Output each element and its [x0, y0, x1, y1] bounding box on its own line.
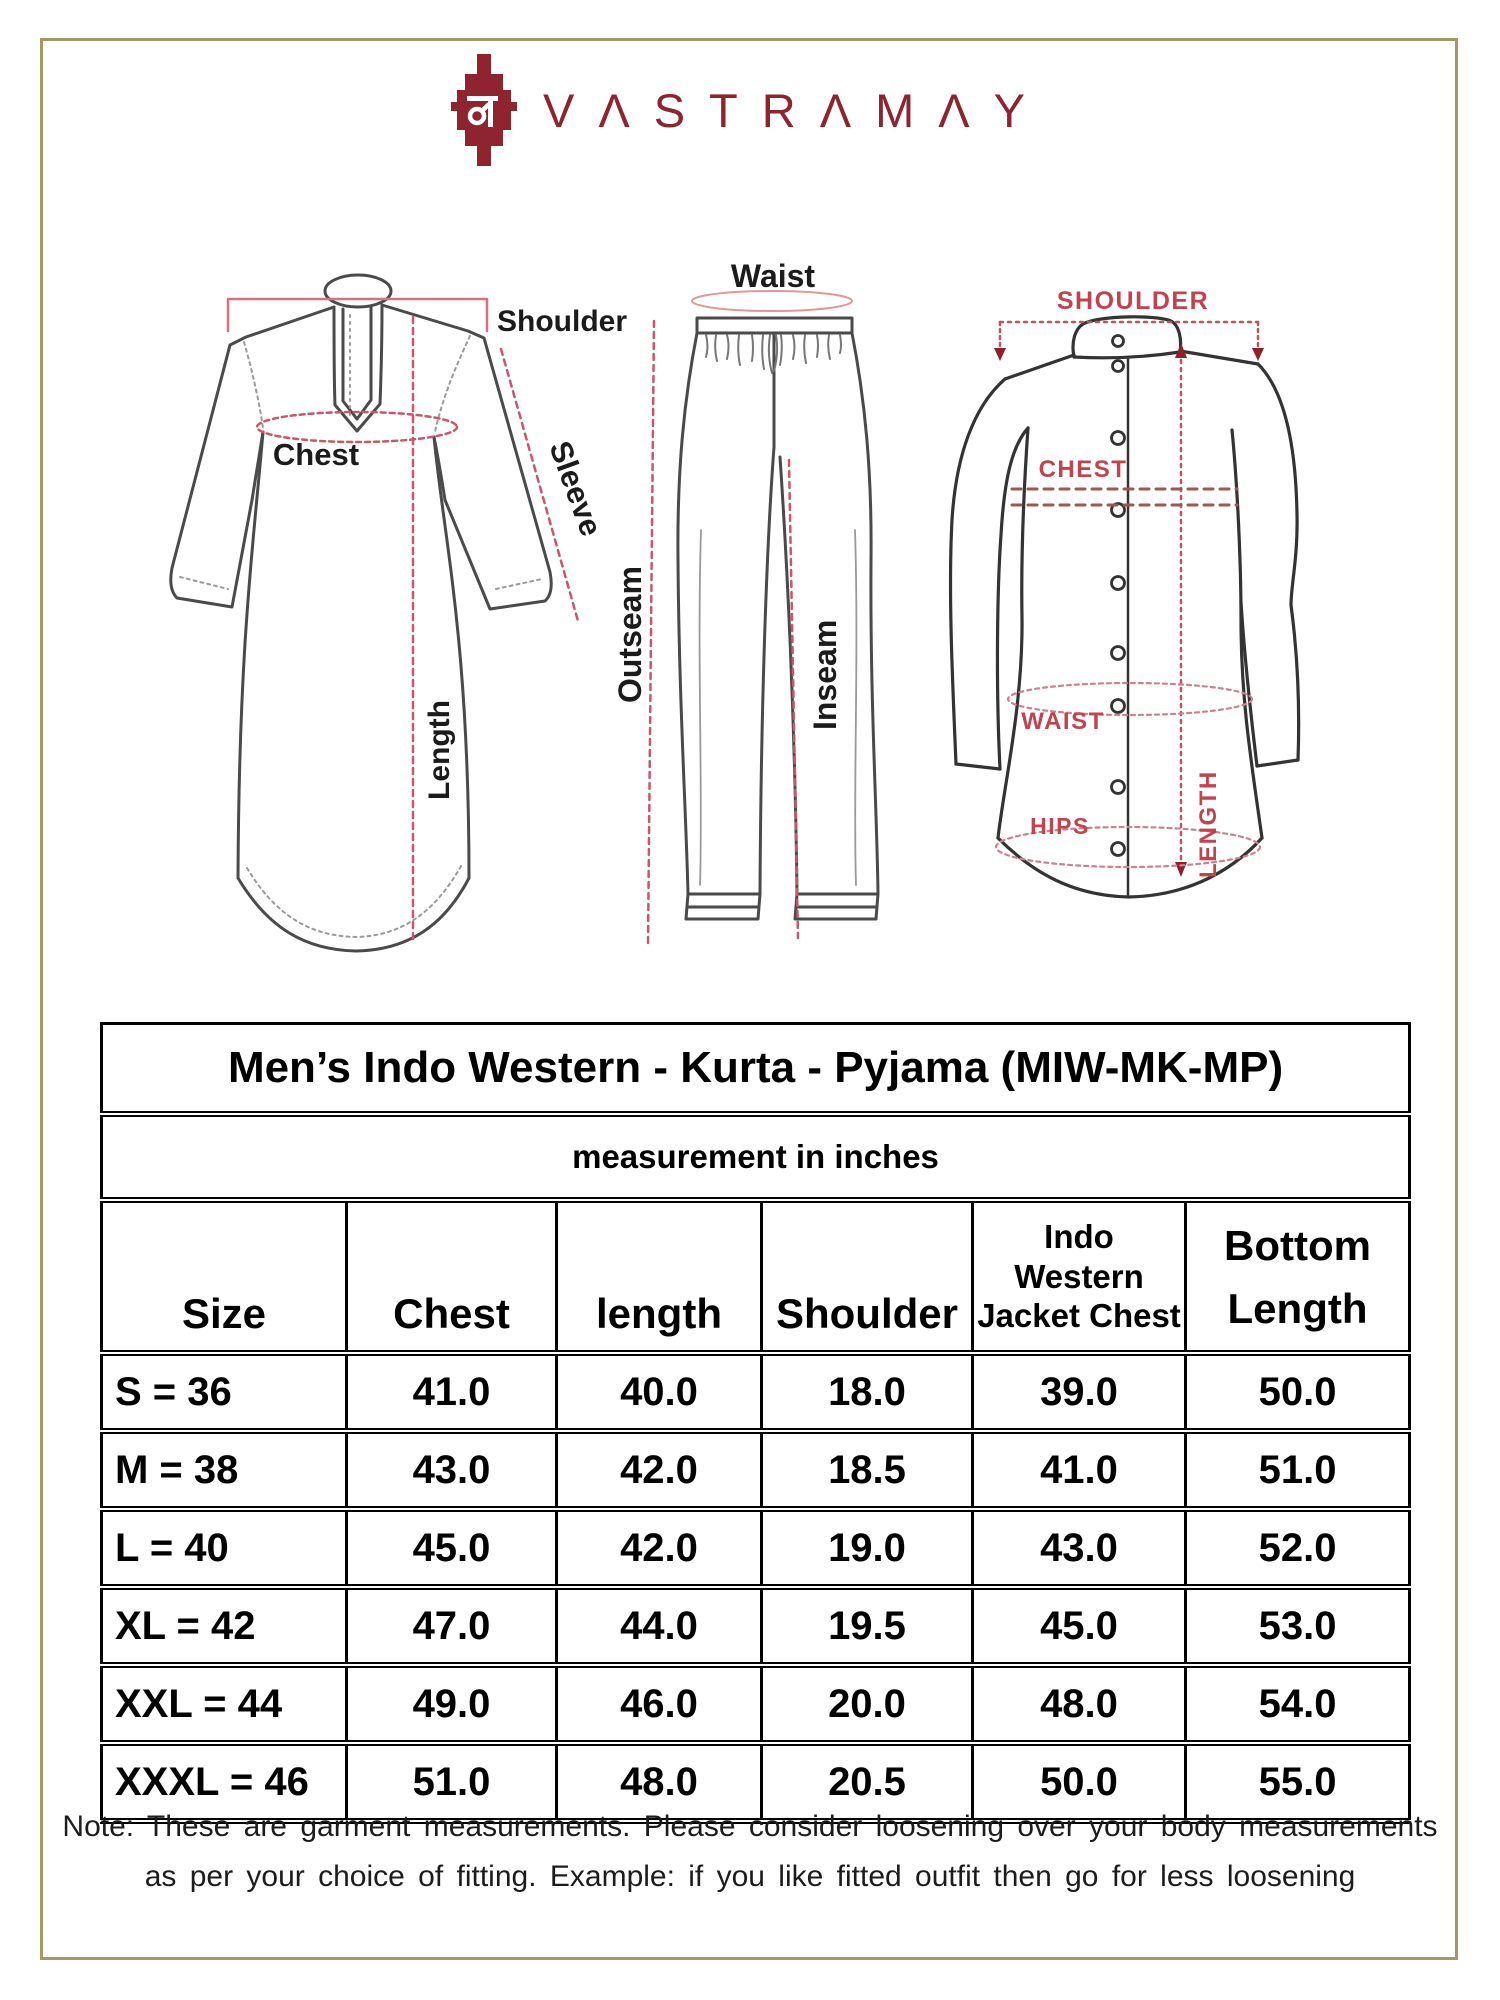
cell-length: 42.0 [557, 1431, 762, 1509]
cell-chest: 43.0 [347, 1431, 557, 1509]
cell-chest: 41.0 [347, 1353, 557, 1431]
table-header-row [102, 1200, 1410, 1353]
pyjama-waist-ellipse [692, 291, 852, 311]
pyjama-waist-label: Waist [730, 258, 816, 294]
table-title-row [102, 1024, 1410, 1115]
table-row-xxl [102, 1665, 1410, 1743]
cell-shoulder: 18.5 [762, 1431, 973, 1509]
jacket-diagram [951, 287, 1299, 897]
cell-shoulder: 19.0 [762, 1509, 973, 1587]
cell-length: 48.0 [557, 1743, 762, 1821]
brand-wordmark: VΛSTRΛMΛY [542, 83, 1050, 137]
cell-size: XXL = 44 [102, 1665, 347, 1743]
cell-jacket-chest: 48.0 [973, 1665, 1186, 1743]
cell-chest: 45.0 [347, 1509, 557, 1587]
cell-bottom-length: 53.0 [1186, 1587, 1410, 1665]
header-jacket-chest [973, 1200, 1186, 1353]
table-row-m [102, 1431, 1410, 1509]
cell-size: L = 40 [102, 1509, 347, 1587]
cell-length: 46.0 [557, 1665, 762, 1743]
size-table [100, 1022, 1411, 1824]
kurta-measure-lines [228, 299, 578, 944]
kurta-chest-label: Chest [272, 437, 360, 472]
header-jacket-chest-line1: Indo Western [1014, 1218, 1144, 1295]
header-chest: Chest [347, 1200, 557, 1353]
kurta-outline [171, 275, 551, 951]
cell-jacket-chest: 43.0 [973, 1509, 1186, 1587]
cell-chest: 47.0 [347, 1587, 557, 1665]
kurta-seam-stitching [180, 315, 542, 937]
cell-chest: 51.0 [347, 1743, 557, 1821]
cell-jacket-chest: 50.0 [973, 1743, 1186, 1821]
measurement-note [62, 1802, 1438, 1902]
cell-size: M = 38 [102, 1431, 347, 1509]
cell-length: 40.0 [557, 1353, 762, 1431]
kurta-length-label: Length [423, 700, 456, 800]
cell-jacket-chest: 39.0 [973, 1353, 1186, 1431]
header-size: Size [102, 1200, 347, 1353]
jacket-chest-label: CHEST [1038, 456, 1128, 483]
header-bottom-length [1186, 1200, 1410, 1353]
cell-jacket-chest: 45.0 [973, 1587, 1186, 1665]
cell-size: S = 36 [102, 1353, 347, 1431]
kurta-diagram [171, 275, 628, 951]
cell-length: 44.0 [557, 1587, 762, 1665]
jacket-length-label: LENGTH [1195, 770, 1222, 878]
kurta-shoulder-label: Shoulder [497, 305, 628, 338]
table-subtitle: measurement in inches [102, 1114, 1410, 1200]
jacket-waist-label: WAIST [1021, 708, 1105, 735]
header-jacket-chest-line2: Jacket Chest [977, 1297, 1181, 1335]
pyjama-outline [678, 318, 878, 919]
jacket-outline [951, 317, 1299, 897]
cell-bottom-length: 54.0 [1186, 1665, 1410, 1743]
cell-bottom-length: 55.0 [1186, 1743, 1410, 1821]
header-bottom-length-line1: Bottom [1224, 1222, 1371, 1269]
cell-bottom-length: 52.0 [1186, 1509, 1410, 1587]
cell-bottom-length: 51.0 [1186, 1431, 1410, 1509]
kurta-sleeve-label: Sleeve [542, 436, 609, 541]
cell-bottom-length: 50.0 [1186, 1353, 1410, 1431]
cell-shoulder: 18.0 [762, 1353, 973, 1431]
cell-shoulder: 19.5 [762, 1587, 973, 1665]
cell-shoulder: 20.5 [762, 1743, 973, 1821]
table-row-s [102, 1353, 1410, 1431]
header-shoulder: Shoulder [762, 1200, 973, 1353]
pyjama-diagram [612, 258, 878, 944]
table-row-xl [102, 1587, 1410, 1665]
cell-shoulder: 20.0 [762, 1665, 973, 1743]
note-line1: Note: These are garment measurements. Please consider loosening over your body measurements [62, 1810, 1438, 1843]
cell-length: 42.0 [557, 1509, 762, 1587]
cell-size: XL = 42 [102, 1587, 347, 1665]
pyjama-inseam-label: Inseam [807, 619, 843, 730]
cell-jacket-chest: 41.0 [973, 1431, 1186, 1509]
header-bottom-length-line2: Length [1227, 1285, 1368, 1332]
table-subtitle-row [102, 1114, 1410, 1200]
header-length: length [557, 1200, 762, 1353]
pyjama-outseam-label: Outseam [612, 566, 648, 703]
jacket-shoulder-label: SHOULDER [1056, 287, 1210, 315]
cell-chest: 49.0 [347, 1665, 557, 1743]
table-title: Men’s Indo Western - Kurta - Pyjama (MIW-MK-MP) [102, 1024, 1410, 1115]
note-line2: as per your choice of fitting. Example: if you like fitted outfit then go for less loosening [144, 1860, 1356, 1893]
jacket-hips-label: HIPS [1030, 813, 1090, 839]
jacket-buttons [1112, 336, 1125, 856]
cell-size: XXXL = 46 [102, 1743, 347, 1821]
table-row-l [102, 1509, 1410, 1587]
